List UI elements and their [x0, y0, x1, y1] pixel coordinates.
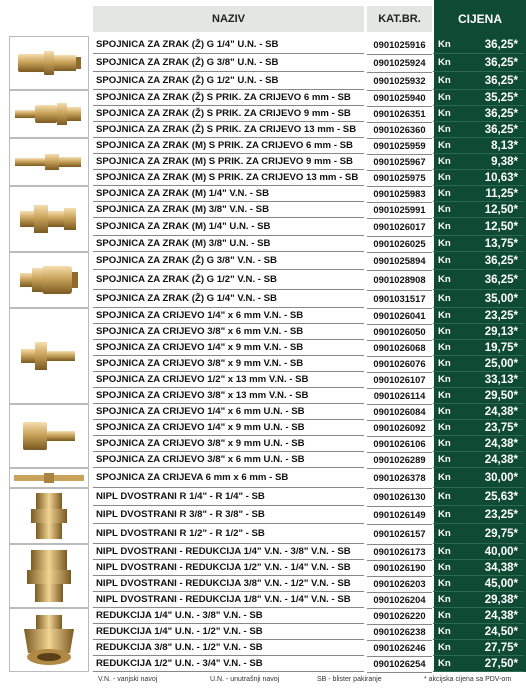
currency-label: Kn — [433, 36, 455, 54]
reducer-icon — [20, 613, 78, 667]
product-name: NIPL DVOSTRANI R 3/8" - R 3/8" - SB — [93, 506, 364, 524]
product-image-female-coupler-external-thread — [9, 252, 89, 308]
currency-label: Kn — [433, 404, 455, 420]
reducing-nipple-icon — [23, 548, 75, 604]
currency-label: Kn — [433, 308, 455, 324]
currency-label: Kn — [433, 608, 455, 624]
catalog-number: 0901026068 — [367, 340, 432, 357]
catalog-number: 0901026173 — [367, 544, 432, 561]
product-name: SPOJNICA ZA CRIJEVO 1/4" x 9 mm V.N. - SB — [93, 340, 364, 356]
product-name: NIPL DVOSTRANI - REDUKCIJA 3/8" V.N. - 1/2" V.N. - SB — [93, 576, 364, 592]
table-row — [93, 576, 526, 592]
table-row — [93, 218, 526, 236]
price-value: 24,38* — [455, 404, 524, 420]
catalog-number: 0901026378 — [367, 468, 432, 489]
product-name: SPOJNICA ZA ZRAK (Ž) S PRIK. ZA CRIJEVO 6 mm - SB — [93, 90, 364, 106]
product-name: SPOJNICA ZA CRIJEVO 1/2" x 13 mm V.N. - SB — [93, 372, 364, 388]
product-name: SPOJNICA ZA CRIJEVO 3/8" x 6 mm V.N. - SB — [93, 324, 364, 340]
product-name: SPOJNICA ZA ZRAK (M) 1/4" U.N. - SB — [93, 218, 364, 236]
product-name: NIPL DVOSTRANI - REDUKCIJA 1/2" V.N. - 1/4" V.N. - SB — [93, 560, 364, 576]
product-image-hose-connector-internal — [9, 404, 89, 468]
currency-label: Kn — [433, 420, 455, 436]
product-name: REDUKCIJA 1/4" U.N. - 1/2" V.N. - SB — [93, 624, 364, 640]
table-row — [93, 420, 526, 436]
table-row — [93, 624, 526, 640]
price-value: 40,00* — [455, 544, 524, 560]
product-name: REDUKCIJA 1/4" U.N. - 3/8" V.N. - SB — [93, 608, 364, 624]
catalog-number: 0901026204 — [367, 592, 432, 609]
product-name: SPOJNICA ZA CRIJEVO 1/4" x 9 mm U.N. - SB — [93, 420, 364, 436]
price-value: 35,00* — [455, 290, 524, 308]
table-row — [93, 270, 526, 290]
catalog-number: 0901025894 — [367, 252, 432, 271]
currency-label: Kn — [433, 270, 455, 290]
product-image-hose-connector-external — [9, 308, 89, 404]
catalog-number: 0901025959 — [367, 138, 432, 155]
currency-label: Kn — [433, 452, 455, 468]
product-name: SPOJNICA ZA ZRAK (Ž) G 3/8" U.N. - SB — [93, 54, 364, 72]
table-row — [93, 656, 526, 672]
price-value: 36,25* — [455, 54, 524, 72]
table-row — [93, 202, 526, 218]
table-row — [93, 592, 526, 608]
table-row — [93, 252, 526, 270]
catalog-number: 0901025991 — [367, 202, 432, 219]
catalog-number: 0901026092 — [367, 420, 432, 437]
catalog-number: 0901026025 — [367, 236, 432, 253]
table-row — [93, 324, 526, 340]
product-name: SPOJNICA ZA ZRAK (Ž) S PRIK. ZA CRIJEVO 9 mm - SB — [93, 106, 364, 122]
catalog-number: 0901025967 — [367, 154, 432, 171]
table-row — [93, 506, 526, 524]
price-value: 29,50* — [455, 388, 524, 404]
table-row — [93, 308, 526, 324]
product-name: SPOJNICA ZA CRIJEVO 3/8" x 13 mm V.N. - SB — [93, 388, 364, 404]
currency-label: Kn — [433, 340, 455, 356]
price-value: 19,75* — [455, 340, 524, 356]
price-value: 24,38* — [455, 436, 524, 452]
table-row — [93, 290, 526, 308]
catalog-number: 0901025932 — [367, 72, 432, 91]
catalog-number: 0901026084 — [367, 404, 432, 421]
table-row — [93, 452, 526, 468]
table-row — [93, 560, 526, 576]
product-image-female-coupler-internal-thread — [9, 36, 89, 90]
legend-vn: V.N. - vanjski navoj — [98, 676, 158, 683]
catalog-number: 0901026076 — [367, 356, 432, 373]
currency-label: Kn — [433, 506, 455, 524]
price-value: 23,25* — [455, 506, 524, 524]
price-value: 36,25* — [455, 72, 524, 90]
price-value: 8,13* — [455, 138, 524, 154]
product-name: SPOJNICA ZA ZRAK (Ž) G 1/2" V.N. - SB — [93, 270, 364, 290]
catalog-number: 0901026041 — [367, 308, 432, 325]
catalog-number: 0901026114 — [367, 388, 432, 405]
product-name: SPOJNICA ZA ZRAK (M) S PRIK. ZA CRIJEVO 6 mm - SB — [93, 138, 364, 154]
currency-label: Kn — [433, 356, 455, 372]
legend-note: * akcijska cijena sa PDV-om — [424, 676, 512, 683]
hose-connector-icon — [19, 336, 79, 376]
catalog-number: 0901028908 — [367, 270, 432, 291]
catalog-number: 0901025924 — [367, 54, 432, 73]
catalog-number: 0901026360 — [367, 122, 432, 139]
price-value: 36,25* — [455, 270, 524, 290]
table-row — [93, 436, 526, 452]
product-name: NIPL DVOSTRANI R 1/4" - R 1/4" - SB — [93, 488, 364, 506]
price-value: 13,75* — [455, 236, 524, 252]
table-row — [93, 372, 526, 388]
price-value: 11,25* — [455, 186, 524, 202]
catalog-number: 0901026351 — [367, 106, 432, 123]
table-row — [93, 340, 526, 356]
price-value: 25,63* — [455, 488, 524, 506]
catalog-number: 0901026289 — [367, 452, 432, 469]
column-header-price: CIJENA — [434, 0, 526, 36]
product-image-male-plug-thread — [9, 186, 89, 252]
product-image-reducer — [9, 608, 89, 672]
hose-connector-internal-icon — [19, 416, 79, 456]
table-row — [93, 608, 526, 624]
price-value: 30,00* — [455, 468, 524, 488]
price-value: 34,38* — [455, 560, 524, 576]
price-value: 24,38* — [455, 608, 524, 624]
currency-label: Kn — [433, 54, 455, 72]
product-name: NIPL DVOSTRANI - REDUKCIJA 1/4" V.N. - 3/8" V.N. - SB — [93, 544, 364, 560]
product-name: SPOJNICA ZA ZRAK (M) 3/8" U.N. - SB — [93, 236, 364, 252]
catalog-number: 0901026238 — [367, 624, 432, 641]
price-value: 23,25* — [455, 308, 524, 324]
hose-joiner-icon — [12, 472, 86, 484]
catalog-number: 0901026106 — [367, 436, 432, 453]
currency-label: Kn — [433, 186, 455, 202]
product-image-male-plug-hose — [9, 138, 89, 186]
currency-label: Kn — [433, 488, 455, 506]
currency-label: Kn — [433, 154, 455, 170]
price-value: 33,13* — [455, 372, 524, 388]
price-value: 24,50* — [455, 624, 524, 640]
footer-legend — [0, 673, 526, 690]
product-image-female-coupler-hose — [9, 90, 89, 138]
column-header-catalog: KAT.BR. — [367, 6, 432, 32]
currency-label: Kn — [433, 560, 455, 576]
currency-label: Kn — [433, 202, 455, 218]
price-value: 36,25* — [455, 252, 524, 270]
product-name: SPOJNICA ZA ZRAK (Ž) G 1/4" U.N. - SB — [93, 36, 364, 54]
table-row — [93, 468, 526, 488]
catalog-number: 0901026050 — [367, 324, 432, 341]
price-value: 24,38* — [455, 452, 524, 468]
catalog-number: 0901026149 — [367, 506, 432, 525]
plug-thread-icon — [16, 197, 82, 241]
nipple-icon — [26, 491, 72, 541]
catalog-number: 0901026254 — [367, 656, 432, 673]
column-header-name: NAZIV — [93, 6, 364, 32]
catalog-number: 0901025940 — [367, 90, 432, 107]
product-name: SPOJNICA ZA ZRAK (M) 3/8" V.N. - SB — [93, 202, 364, 218]
table-row — [93, 404, 526, 420]
catalog-number: 0901026190 — [367, 560, 432, 577]
product-name: SPOJNICA ZA ZRAK (Ž) G 3/8" V.N. - SB — [93, 252, 364, 270]
catalog-number: 0901026130 — [367, 488, 432, 507]
table-row — [93, 90, 526, 106]
coupler-icon — [14, 46, 84, 80]
currency-label: Kn — [433, 576, 455, 592]
product-name: SPOJNICA ZA ZRAK (Ž) G 1/2" U.N. - SB — [93, 72, 364, 90]
currency-label: Kn — [433, 72, 455, 90]
price-value: 45,00* — [455, 576, 524, 592]
currency-label: Kn — [433, 324, 455, 340]
product-name: SPOJNICA ZA CRIJEVO 1/4" x 6 mm V.N. - SB — [93, 308, 364, 324]
product-name: SPOJNICA ZA ZRAK (M) 1/4" V.N. - SB — [93, 186, 364, 202]
table-row — [93, 122, 526, 138]
price-value: 25,00* — [455, 356, 524, 372]
currency-label: Kn — [433, 640, 455, 656]
catalog-number: 0901026107 — [367, 372, 432, 389]
price-value: 12,50* — [455, 202, 524, 218]
table-row — [93, 640, 526, 656]
currency-label: Kn — [433, 290, 455, 308]
table-row — [93, 54, 526, 72]
currency-label: Kn — [433, 218, 455, 236]
product-image-reducing-nipple — [9, 544, 89, 608]
table-header — [0, 0, 526, 36]
table-row — [93, 170, 526, 186]
currency-label: Kn — [433, 122, 455, 138]
catalog-number: 0901026203 — [367, 576, 432, 593]
currency-label: Kn — [433, 592, 455, 608]
product-name: SPOJNICA ZA ZRAK (M) S PRIK. ZA CRIJEVO 13 mm - SB — [93, 170, 364, 186]
table-row — [93, 72, 526, 90]
table-row — [93, 356, 526, 372]
currency-label: Kn — [433, 436, 455, 452]
table-row — [93, 236, 526, 252]
product-name: REDUKCIJA 1/2" U.N. - 3/4" V.N. - SB — [93, 656, 364, 672]
table-row — [93, 186, 526, 202]
price-value: 36,25* — [455, 122, 524, 138]
price-value: 36,25* — [455, 106, 524, 122]
currency-label: Kn — [433, 372, 455, 388]
currency-label: Kn — [433, 468, 455, 488]
product-name: SPOJNICA ZA CRIJEVO 1/4" x 6 mm U.N. - SB — [93, 404, 364, 420]
currency-label: Kn — [433, 624, 455, 640]
catalog-number: 0901026246 — [367, 640, 432, 657]
price-value: 36,25* — [455, 36, 524, 54]
product-name: SPOJNICA ZA CRIJEVA 6 mm x 6 mm - SB — [93, 468, 364, 488]
price-value: 27,50* — [455, 656, 524, 672]
table-row — [93, 106, 526, 122]
currency-label: Kn — [433, 106, 455, 122]
product-name: SPOJNICA ZA ZRAK (Ž) S PRIK. ZA CRIJEVO 13 mm - SB — [93, 122, 364, 138]
price-value: 29,38* — [455, 592, 524, 608]
table-row — [93, 138, 526, 154]
coupler-thread-icon — [16, 260, 82, 300]
price-value: 10,63* — [455, 170, 524, 186]
legend-un: U.N. - unutrašnji navoj — [210, 676, 280, 683]
product-name: NIPL DVOSTRANI R 1/2" - R 1/2" - SB — [93, 524, 364, 544]
product-name: SPOJNICA ZA ZRAK (M) S PRIK. ZA CRIJEVO 9 mm - SB — [93, 154, 364, 170]
currency-label: Kn — [433, 236, 455, 252]
product-name: SPOJNICA ZA CRIJEVO 3/8" x 9 mm V.N. - SB — [93, 356, 364, 372]
currency-label: Kn — [433, 170, 455, 186]
catalog-number: 0901026157 — [367, 524, 432, 545]
currency-label: Kn — [433, 388, 455, 404]
table-row — [93, 36, 526, 54]
catalog-number: 0901025975 — [367, 170, 432, 187]
product-name: SPOJNICA ZA ZRAK (Ž) G 1/4" V.N. - SB — [93, 290, 364, 308]
price-value: 9,38* — [455, 154, 524, 170]
legend-sb: SB - blister pakiranje — [317, 676, 382, 683]
table-row — [93, 154, 526, 170]
product-image-double-nipple — [9, 488, 89, 544]
currency-label: Kn — [433, 656, 455, 672]
table-row — [93, 544, 526, 560]
product-name: SPOJNICA ZA CRIJEVO 3/8" x 6 mm U.N. - SB — [93, 452, 364, 468]
price-value: 12,50* — [455, 218, 524, 236]
currency-label: Kn — [433, 138, 455, 154]
table-row — [93, 488, 526, 506]
product-name: SPOJNICA ZA CRIJEVO 3/8" x 9 mm U.N. - SB — [93, 436, 364, 452]
price-value: 27,75* — [455, 640, 524, 656]
price-value: 29,75* — [455, 524, 524, 544]
catalog-number: 0901026220 — [367, 608, 432, 625]
catalog-number: 0901026017 — [367, 218, 432, 237]
price-value: 35,25* — [455, 90, 524, 106]
table-row — [93, 388, 526, 404]
price-value: 29,13* — [455, 324, 524, 340]
plug-icon — [13, 150, 85, 174]
coupler-hose-icon — [13, 99, 85, 129]
product-name: REDUKCIJA 3/8" U.N. - 1/2" V.N. - SB — [93, 640, 364, 656]
product-image-hose-joiner — [9, 468, 89, 488]
catalog-number: 0901025916 — [367, 36, 432, 55]
currency-label: Kn — [433, 524, 455, 544]
table-row — [93, 524, 526, 544]
catalog-number: 0901025983 — [367, 186, 432, 203]
product-name: NIPL DVOSTRANI - REDUKCIJA 1/8" V.N. - 1/4" V.N. - SB — [93, 592, 364, 608]
currency-label: Kn — [433, 252, 455, 270]
currency-label: Kn — [433, 544, 455, 560]
currency-label: Kn — [433, 90, 455, 106]
catalog-number: 0901031517 — [367, 290, 432, 309]
price-value: 23,75* — [455, 420, 524, 436]
